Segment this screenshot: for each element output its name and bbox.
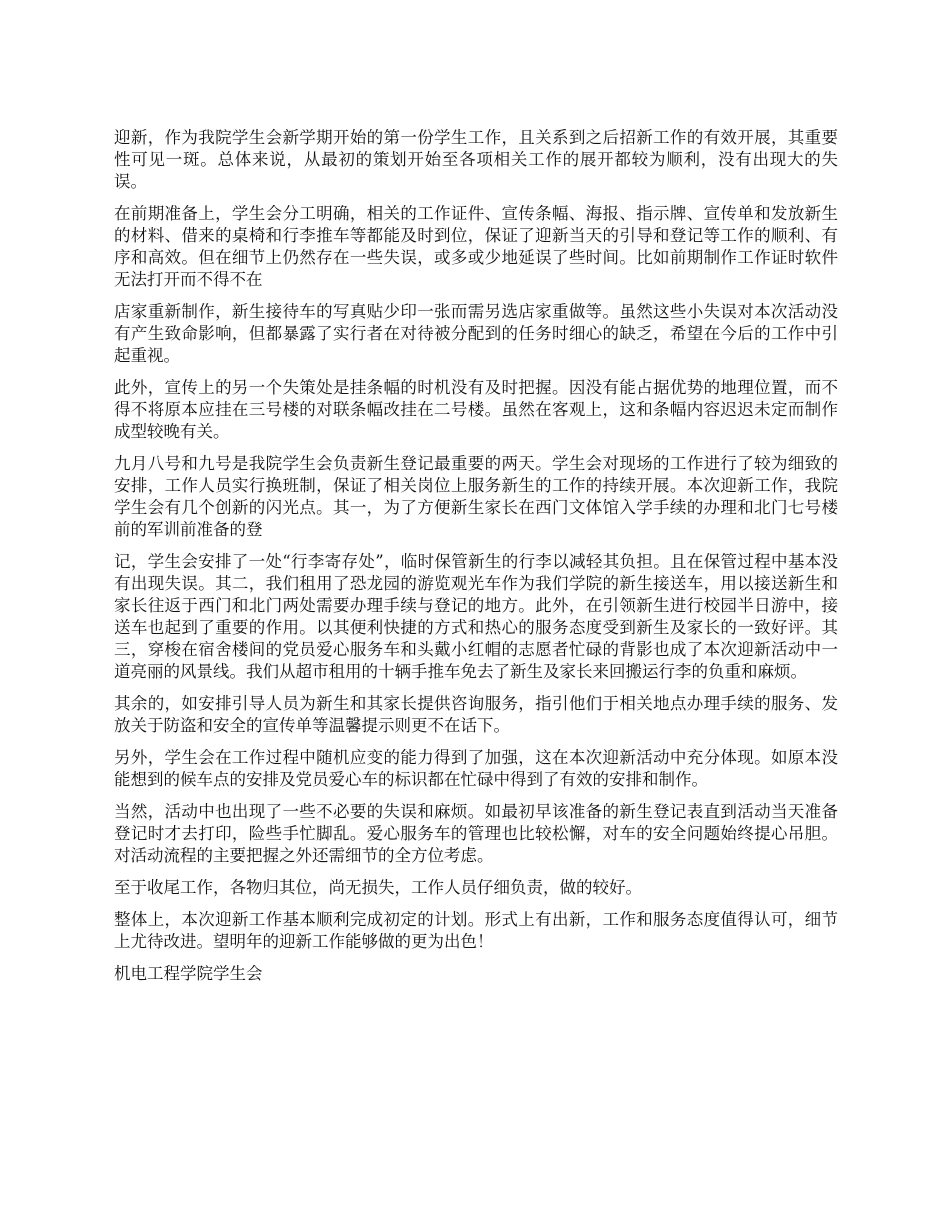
- signature: 机电工程学院学生会: [114, 964, 263, 983]
- paragraph-2: 在前期准备上，学生会分工明确，相关的工作证件、宣传条幅、海报、指示牌、宣传单和发放新生的材料、借来的桌椅和行李推车等都能及时到位，保证了迎新当天的引导和登记等工作的顺利、有序和高效。但在细节上仍然存在一些失误，或多或少地延误了些时间。比如前期制作工作证时软件无法打开而不得不在: [114, 204, 838, 289]
- document-body: [114, 127, 838, 995]
- paragraph-7: 其余的，如安排引导人员为新生和其家长提供咨询服务，指引他们于相关地点办理手续的服务、发放关于防盗和安全的宣传单等温馨提示则更不在话下。: [114, 694, 838, 735]
- paragraph-4: 此外，宣传上的另一个失策处是挂条幅的时机没有及时把握。因没有能占据优势的地理位置，而不得不将原本应挂在三号楼的对联条幅改挂在二号楼。虽然在客观上，这和条幅内容迟迟未定而制作成型较晚有关。: [114, 378, 838, 441]
- paragraph-5: 九月八号和九号是我院学生会负责新生登记最重要的两天。学生会对现场的工作进行了较为细致的安排，工作人员实行换班制，保证了相关岗位上服务新生的工作的持续开展。本次迎新工作，我院学生会有几个创新的闪光点。其一，为了方便新生家长在西门文体馆入学手续的办理和北门七号楼前的军训前准备的登: [114, 454, 838, 539]
- paragraph-9: 当然，活动中也出现了一些不必要的失误和麻烦。如最初早该准备的新生登记表直到活动当天准备登记时才去打印，险些手忙脚乱。爱心服务车的管理也比较松懈，对车的安全问题始终提心吊胆。对活动流程的主要把握之外还需细节的全方位考虑。: [114, 802, 838, 865]
- paragraph-1: 迎新，作为我院学生会新学期开始的第一份学生工作，且关系到之后招新工作的有效开展，其重要性可见一斑。总体来说，从最初的策划开始至各项相关工作的展开都较为顺利，没有出现大的失误。: [114, 128, 838, 191]
- paragraph-8: 另外，学生会在工作过程中随机应变的能力得到了加强，这在本次迎新活动中充分体现。如原本没能想到的候车点的安排及党员爱心车的标识都在忙碌中得到了有效的安排和制作。: [114, 748, 838, 789]
- paragraph-10: 至于收尾工作，各物归其位，尚无损失，工作人员仔细负责，做的较好。: [114, 878, 642, 897]
- paragraph-3: 店家重新制作，新生接待车的写真贴少印一张而需另选店家重做等。虽然这些小失误对本次活动没有产生致命影响，但都暴露了实行者在对待被分配到的任务时细心的缺乏，希望在今后的工作中引起重视。: [114, 302, 838, 365]
- paragraph-11: 整体上，本次迎新工作基本顺利完成初定的计划。形式上有出新，工作和服务态度值得认可，细节上尤待改进。望明年的迎新工作能够做的更为出色！: [114, 910, 838, 951]
- paragraph-6: 记，学生会安排了一处“行李寄存处”，临时保管新生的行李以减轻其负担。且在保管过程中基本没有出现失误。其二，我们租用了恐龙园的游览观光车作为我们学院的新生接送车，用以接送新生和家长往返于西门和北门两处需要办理手续与登记的地方。此外，在引领新生进行校园半日游中，接送车也起到了重要的作用。以其便利快捷的方式和热心的服务态度受到新生及家长的一致好评。其三，穿梭在宿舍楼间的党员爱心服务车和头戴小红帽的志愿者忙碌的背影也成了本次迎新活动中一道亮丽的风景线。我们从超市租用的十辆手推车免去了新生及家长来回搬运行李的负重和麻烦。: [114, 552, 838, 681]
